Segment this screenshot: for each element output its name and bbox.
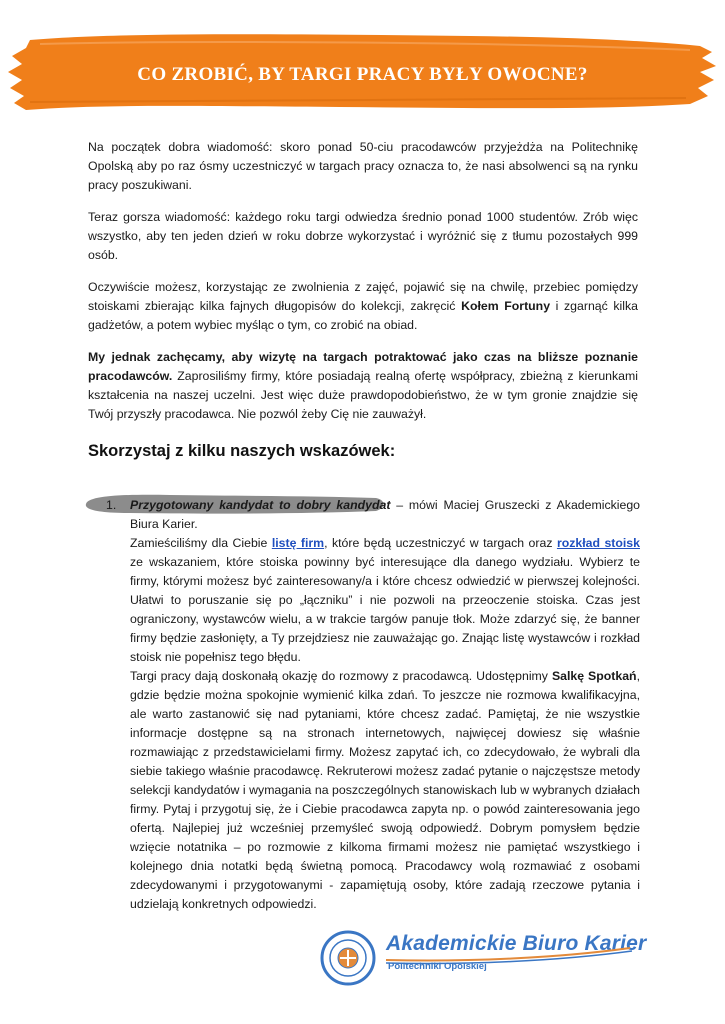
bold-text: Salkę Spotkań bbox=[551, 669, 637, 683]
tip-lead-paragraph bbox=[130, 496, 640, 534]
intro-paragraph-options bbox=[88, 278, 638, 335]
intro-paragraph-bad-news: Teraz gorsza wiadomość: każdego roku targi odwiedza średnio ponad 1000 studentów. Zrób więc wszystko, aby ten jeden dzień w roku dobrze wykorzystać i wyróżnić się z tłumu pozostałych 999 osób. bbox=[88, 210, 638, 262]
text-span: Targi pracy dają doskonałą okazję do rozmowy z pracodawcą. Udostępnimy bbox=[130, 669, 552, 683]
intro-paragraph-good-news: Na początek dobra wiadomość: skoro ponad 50-ciu pracodawców przyjeżdża na Politechnikę Opolską aby po raz ósmy uczestniczyć w targach pracy oznacza to, że nasi absolwenci są na rynku pracy poszukiwani. bbox=[88, 140, 638, 192]
tip-number: 1. bbox=[106, 498, 117, 512]
list-item bbox=[88, 486, 648, 914]
bold-text: Kołem Fortuny bbox=[461, 299, 551, 313]
tip-paragraph-conversation bbox=[130, 667, 640, 914]
intro-section bbox=[88, 138, 638, 461]
header-banner bbox=[0, 0, 725, 120]
logo-line-2: Politechniki Opolskiej bbox=[388, 961, 487, 972]
text-span: , gdzie będzie można spokojnie wymienić kilka zdań. To jeszcze nie rozmowa kwalifikacyjna, ale warto zastanowić się nad pytaniami, które chcesz zadać. Pamiętaj, że nie wszystkie informacje dostępne są na stronach internetowych, najwięcej dowiesz się właśnie rozmawiając z przedstawicielami firmy. Możesz zapytać ich, co zdecydowało, że wybrali dla siebie takiego właśnie pracodawcę. Rekruterowi możesz zadać pytanie o najczęstsze metody selekcji kandydatów i wymagania na poszczególnych stanowiskach lub w wybranych działach firmy. Pytaj i przygotuj się, że i Ciebie pracodawca zapyta np. o powód zainteresowania jego ofertą. Najlepiej już wcześniej przemyśleć swoją odpowiedź. Dobrym pomysłem będzie wzięcie notatnika – po rozmowie z kilkoma firmami możesz nie pamiętać wszystkiego i kolejnego dnia notatki będą świetną pomocą. Pracodawcy wolą rozmawiać z osobami zdecydowanymi i przygotowanymi - zapamiętują osoby, które zadają rzeczowe pytania i udzielają konkretnych odpowiedzi. bbox=[130, 669, 640, 911]
page-title: CO ZROBIĆ, BY TARGI PRACY BYŁY OWOCNE? bbox=[137, 64, 588, 85]
text-span: ze wskazaniem, które stoiska powinny być interesujące dla danego wydziału. Wybierz te firmy, którymi możesz być zainteresowany/a i które chcesz odwiedzić w pierwszej kolejności. Ułatwi to poruszanie się po „łączniku” i nie pozwoli na przeoczenie stoiska. Czas jest ograniczony, wystawców wielu, a w trakcie targów panuje tłok. Może zdarzyć się, że banner firmy będzie zasłonięty, a Ty przejdziesz nie zauważając go. Znając listę wystawców i rozkład stoisk nie popełnisz tego błędu. bbox=[130, 555, 640, 664]
logo-line-1: Akademickie Biuro Karier bbox=[386, 932, 647, 955]
list-item-number bbox=[88, 486, 130, 914]
text-span: Zamieściliśmy dla Ciebie bbox=[130, 536, 272, 550]
tip-lead: Przygotowany kandydat to dobry kandydat bbox=[130, 498, 391, 512]
tip-body bbox=[130, 486, 640, 914]
company-list-link[interactable]: listę firm bbox=[271, 536, 325, 550]
tip-list bbox=[88, 486, 648, 914]
text-span: Zaprosiliśmy firmy, które posiadają realną ofertę współpracy, zbieżną z kierunkami kształcenia na naszej uczelni. Jest więc duże prawdopodobieństwo, że w tym gronie znajdzie się Twój przyszły pracodawca. Nie pozwól żeby Cię nie zauważył. bbox=[88, 369, 638, 421]
bold-text: My jednak zachęcamy, aby wizytę na targach potraktować jako czas na bliższe poznanie pracodawców. bbox=[88, 350, 638, 383]
text-span: , które będą uczestniczyć w targach oraz bbox=[324, 536, 557, 550]
footer-logo bbox=[318, 928, 647, 988]
orange-brush-stroke bbox=[0, 0, 725, 120]
text-span: i zgarnąć kilka gadżetów, a potem wybiec myśląc o tym, co zrobić na obiad. bbox=[88, 299, 638, 332]
section-heading: Skorzystaj z kilku naszych wskazówek: bbox=[88, 442, 396, 460]
text-span: – mówi Maciej Gruszecki z Akademickiego Biura Karier. bbox=[130, 498, 640, 531]
tip-paragraph-list bbox=[130, 534, 640, 667]
text-span: Oczywiście możesz, korzystając ze zwolnienia z zajęć, pojawić się na chwilę, przebiec pomiędzy stoiskami zbierając kilka fajnych długopisów do kolekcji, zakręcić bbox=[88, 280, 638, 313]
intro-paragraph-encouragement bbox=[88, 348, 638, 424]
booth-layout-link[interactable]: rozkład stoisk bbox=[556, 536, 640, 550]
